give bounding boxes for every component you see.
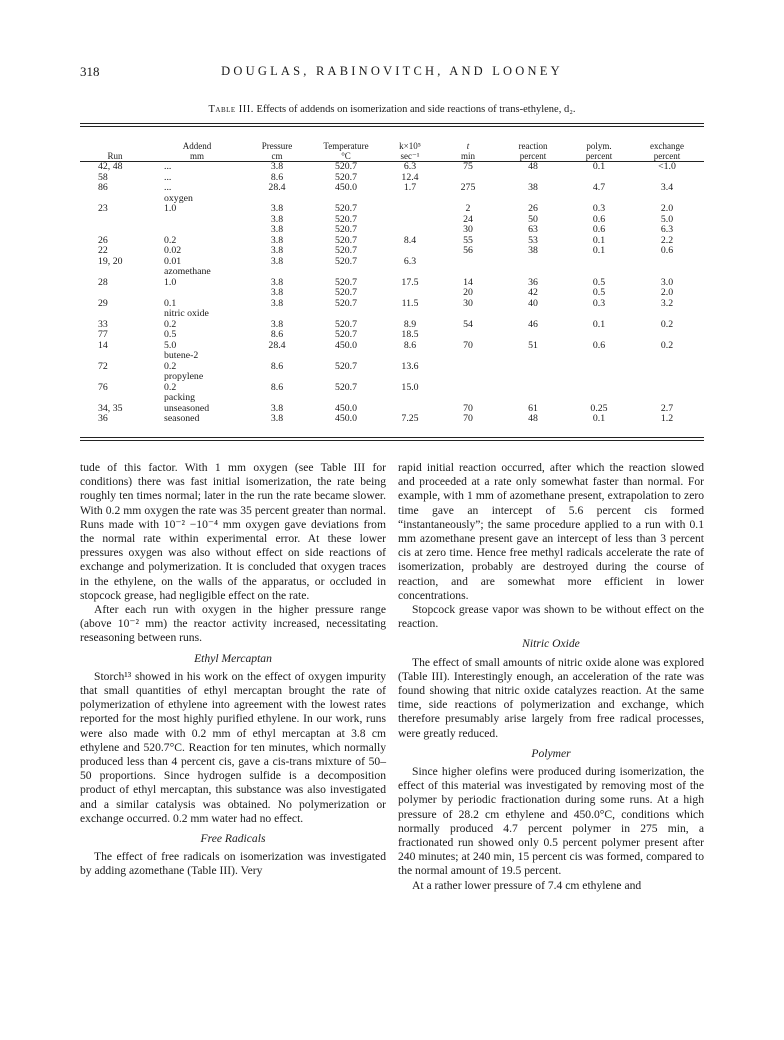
table-row	[80, 215, 704, 226]
table-cell	[80, 267, 150, 278]
table-cell: 46	[528, 318, 538, 330]
table-cell: 20	[463, 287, 473, 298]
table-cell	[80, 372, 150, 383]
table-cell: 520.7	[334, 224, 358, 235]
paragraph: Storch¹³ showed in his work on the effect of oxygen impurity that small quantities of ethyl mercaptan brought the rate of polymerization of ethylene into agreement with the lowest rates reported for the most highly purified ethylene. In our work, runs were also made with 0.2 mm of ethyl mercaptan at 3.8 cm ethylene and 520.7°C. Reaction for ten minutes, which normally produced less than 4 percent cis, gave a cis-trans mixture of 50–50 proportions. Since hydrogen sulfide is a decomposition product of ethyl mercaptan, this substance was also investigated and a similar catalysis was obtained. No polymerization or exchange occurred. 0.2 mm water had no effect.	[80, 669, 386, 825]
table-cell: 7.25	[401, 413, 419, 424]
table-cell: 75	[463, 161, 473, 172]
head-cell: reaction	[518, 141, 548, 151]
table-cell: 86	[98, 182, 108, 193]
table-cell: 55	[463, 234, 473, 246]
table-cell	[244, 393, 310, 404]
head-cell: t	[466, 141, 470, 151]
table-cell: 450.0	[334, 339, 358, 351]
paragraph: After each run with oxygen in the higher pressure range (above 10⁻² mm) the reactor activity increased, necessitating reseasoning between runs.	[80, 603, 386, 645]
table-cell	[382, 194, 438, 205]
table-cell	[498, 267, 568, 278]
paragraph: The effect of small amounts of nitric oxide alone was explored (Table III). Interestingly enough, an acceleration of the rate was found showing that nitric oxide catalyzes reaction. At the same time, side reactions of polymerization and exchange, which therefore presumably arise largely from free radical processes, were greatly reduced.	[398, 655, 704, 740]
table-cell	[498, 362, 568, 373]
table-row	[80, 246, 704, 257]
table-bottom-rule-2	[80, 440, 704, 441]
table-cell: 3.8	[270, 318, 284, 330]
table-cell: 8.9	[403, 318, 417, 330]
table-cell: 8.6	[270, 171, 284, 183]
section-heading-free-radicals: Free Radicals	[200, 832, 266, 846]
table-cell	[382, 393, 438, 404]
table-cell: 0.2	[164, 360, 177, 372]
table-cell: 3.8	[270, 255, 284, 267]
table-top-rule-2	[80, 126, 704, 127]
table-cell: 0.3	[592, 297, 606, 309]
table-row	[80, 225, 704, 236]
table-cell: 0.1	[592, 245, 606, 256]
table-cell: 520.7	[334, 329, 358, 340]
table-cell: 6.3	[660, 224, 674, 235]
table-cell: 53	[528, 234, 538, 246]
table-cell: 2.0	[660, 287, 674, 298]
table-cell: 17.5	[401, 276, 419, 288]
head-cell	[80, 141, 150, 151]
table-cell: 70	[463, 402, 473, 414]
table-cell: 0.25	[590, 402, 608, 414]
table-cell: 18.5	[401, 329, 419, 340]
table-cell: 61	[528, 402, 538, 414]
head-cell: percent	[585, 151, 613, 161]
table-cell: 520.7	[334, 381, 358, 393]
table-cell: 520.7	[334, 276, 358, 288]
table-row	[80, 267, 704, 278]
table-cell: 54	[463, 318, 473, 330]
table-cell	[382, 351, 438, 362]
table-cell: 0.2	[660, 339, 674, 351]
table-cell: 5.0	[660, 213, 674, 225]
table-cell	[310, 351, 382, 362]
running-head: DOUGLAS, RABINOVITCH, AND LOONEY	[221, 64, 563, 78]
table-cell: 0.5	[592, 287, 606, 298]
table-cell: 15.0	[401, 381, 419, 393]
table-cell: 520.7	[334, 318, 358, 330]
head-cell: min	[460, 151, 475, 161]
table-cell: 8.6	[270, 381, 284, 393]
table-cell: 0.6	[592, 339, 606, 351]
paragraph: rapid initial reaction occurred, after which the reaction slowed and proceeded at a rate only somewhat faster than normal. For example, with 1 mm of azomethane present, extrapolation to zero time gave an intercept of 5.6 percent cis formed “instantaneously”; the same procedure applied to a run with 0.1 mm azomethane present gave an intercept of less than 3 percent cis at zero time. Hence free methyl radicals accelerate the rate of isomerization, probably are destroyed during the course of reaction, and are somewhat more efficient in lower concentrations.	[398, 461, 704, 602]
table-cell: 0.1	[592, 234, 606, 246]
table-cell: 77	[98, 329, 108, 340]
table-cell: 3.8	[270, 213, 284, 225]
table-cell	[80, 351, 150, 362]
table-cell	[568, 372, 630, 383]
table-cell: 28.4	[268, 339, 286, 351]
table-cell	[630, 383, 704, 394]
table-cell	[244, 372, 310, 383]
table-cell: 4.7	[592, 182, 606, 193]
paragraph: Since higher olefins were produced during isomerization, the effect of this material was investigated by removing most of the polymer by periodic fractionation during some runs. At a high pressure of 28.2 cm ethylene and 450.0°C, conditions which normally produced 4.7 percent polymer in 275 min, a fractionated run showed only 0.5 percent polymer present after 240 minutes; at 240 min, 15 percent cis was formed, compared to the normal amount of 19.5 percent.	[398, 765, 704, 878]
table-cell: 275	[460, 182, 476, 193]
table-cell: 3.8	[270, 234, 284, 246]
table-cell: butene-2	[164, 350, 199, 361]
table-row	[80, 414, 704, 425]
table-cell: 1.2	[660, 413, 674, 424]
table-cell	[498, 257, 568, 268]
section-heading-polymer: Polymer	[531, 746, 571, 760]
table-cell	[498, 393, 568, 404]
table-cell	[630, 362, 704, 373]
table-row	[80, 183, 704, 194]
table-cell	[498, 351, 568, 362]
table-label: Table III.	[208, 104, 254, 115]
table-cell: 48	[528, 161, 538, 172]
table-cell: 34, 35	[98, 402, 123, 414]
table-cell	[568, 257, 630, 268]
table-row	[80, 162, 704, 173]
table-cell: 2	[465, 203, 471, 214]
table-cell	[630, 257, 704, 268]
table-cell: 520.7	[334, 203, 358, 214]
table-cell: 1.7	[403, 182, 417, 193]
table-cell: 6.3	[403, 161, 417, 172]
table-bottom-rule	[80, 437, 704, 438]
table-cell: 8.6	[403, 339, 417, 351]
table-cell: 0.01	[164, 255, 182, 267]
table-cell: 3.8	[270, 161, 284, 172]
table-cell: 520.7	[334, 360, 358, 372]
head-cell: mm	[189, 151, 204, 161]
table-cell	[244, 351, 310, 362]
head-cell: percent	[519, 151, 547, 161]
head-cell: °C	[341, 151, 351, 161]
table-cell: 28.4	[268, 182, 286, 193]
page-header	[80, 64, 704, 84]
table-cell: 0.6	[592, 224, 606, 235]
table-cell: 6.3	[403, 255, 417, 267]
table-caption	[80, 104, 704, 115]
table-cell	[568, 393, 630, 404]
table-cell: 0.2	[164, 234, 177, 246]
table-cell: 14	[98, 339, 108, 351]
table-cell	[568, 383, 630, 394]
table-cell: unseasoned	[164, 402, 210, 414]
table-cell: 29	[98, 297, 108, 309]
table-cell: 0.6	[592, 213, 606, 225]
table-row	[80, 278, 704, 289]
table-cell: 5.0	[164, 339, 177, 351]
table-cell	[438, 351, 498, 362]
table-cell: 8.6	[270, 360, 284, 372]
table-cell	[630, 351, 704, 362]
table-cell	[80, 393, 150, 404]
table-cell: 76	[98, 381, 108, 393]
head-cell: percent	[653, 151, 681, 161]
table-cell	[150, 288, 244, 299]
table-cell: 450.0	[334, 182, 358, 193]
head-cell: Run	[107, 151, 123, 161]
table-cell: 26	[528, 203, 538, 214]
table-cell: 30	[463, 224, 473, 235]
table-cell: 0.2	[164, 381, 177, 393]
table-cell: 42	[528, 287, 538, 298]
table-cell: 14	[463, 276, 473, 288]
head-cell: sec⁻¹	[400, 151, 420, 161]
table-cell	[244, 267, 310, 278]
table-cell	[630, 372, 704, 383]
head-cell: k×10⁵	[399, 141, 421, 151]
table-cell	[630, 330, 704, 341]
table-cell: 70	[463, 339, 473, 351]
table-cell	[438, 372, 498, 383]
table-cell: ...	[164, 161, 172, 172]
table-cell: 23	[98, 203, 108, 214]
table-row	[80, 288, 704, 299]
table-cell	[438, 362, 498, 373]
table-cell: 3.8	[270, 413, 284, 424]
table-cell	[568, 267, 630, 278]
table-cell	[310, 393, 382, 404]
table-cell: 520.7	[334, 287, 358, 298]
table-cell	[630, 393, 704, 404]
table-cell	[80, 215, 150, 226]
paragraph: The effect of free radicals on isomerization was investigated by adding azomethane (Table III). Very	[80, 850, 386, 878]
table-cell: 0.1	[592, 413, 606, 424]
table-cell	[630, 309, 704, 320]
table-row	[80, 351, 704, 362]
table-row	[80, 330, 704, 341]
table-cell: 520.7	[334, 171, 358, 183]
table-cell	[382, 204, 438, 215]
page-number: 318	[80, 64, 100, 79]
table-cell: 70	[463, 413, 473, 424]
table-cell	[382, 267, 438, 278]
table-caption-text: Effects of addends on isomerization and side reactions of trans-ethylene, d₂.	[253, 104, 576, 115]
table-cell	[382, 288, 438, 299]
table-cell	[80, 288, 150, 299]
table-cell: 3.8	[270, 245, 284, 256]
table-cell: 24	[463, 213, 473, 225]
table-cell	[310, 372, 382, 383]
table-cell	[498, 372, 568, 383]
table-cell	[438, 393, 498, 404]
table-cell: ...	[164, 171, 172, 183]
table-row	[80, 309, 704, 320]
table-cell	[630, 267, 704, 278]
table-cell: 38	[528, 245, 538, 256]
table-iii	[80, 141, 704, 425]
table-cell: ...	[164, 182, 172, 193]
table-cell: 0.3	[592, 203, 606, 214]
section-heading-ethyl-mercaptan: Ethyl Mercaptan	[194, 651, 272, 665]
table-cell: 28	[98, 276, 108, 288]
table-cell: 450.0	[334, 402, 358, 414]
table-cell: azomethane	[164, 266, 211, 277]
table-cell: 520.7	[334, 245, 358, 256]
table-cell: 0.02	[164, 245, 182, 256]
table-cell: 19, 20	[98, 255, 123, 267]
table-cell	[310, 267, 382, 278]
table-cell	[438, 309, 498, 320]
table-cell	[80, 309, 150, 320]
table-cell: 3.8	[270, 203, 284, 214]
table-row	[80, 204, 704, 215]
head-cell: Pressure	[261, 141, 293, 151]
section-heading-nitric-oxide: Nitric Oxide	[522, 637, 580, 651]
table-cell: 0.2	[660, 318, 674, 330]
table-cell	[80, 225, 150, 236]
table-cell	[382, 309, 438, 320]
table-row	[80, 173, 704, 184]
table-cell: 2.2	[660, 234, 674, 246]
table-cell: 8.4	[403, 234, 417, 246]
table-cell: 2.7	[660, 402, 674, 414]
table-head-row-2	[80, 151, 704, 162]
table-cell: 63	[528, 224, 538, 235]
table-cell	[80, 194, 150, 205]
head-cell: polym.	[586, 141, 612, 151]
table-cell: 0.1	[592, 161, 606, 172]
table-cell	[568, 351, 630, 362]
table-cell	[498, 383, 568, 394]
table-cell: 48	[528, 413, 538, 424]
table-cell	[382, 225, 438, 236]
table-cell: 3.8	[270, 224, 284, 235]
table-cell: 11.5	[401, 297, 419, 309]
head-cell: Temperature	[323, 141, 369, 151]
table-cell	[438, 383, 498, 394]
table-cell: 3.8	[270, 276, 284, 288]
table-cell: packing	[164, 392, 196, 403]
table-cell	[382, 246, 438, 257]
table-cell	[244, 309, 310, 320]
table-cell: 3.0	[660, 276, 674, 288]
table-cell: 22	[98, 245, 108, 256]
table-cell: propylene	[164, 371, 204, 382]
table-cell: seasoned	[164, 413, 200, 424]
table-cell	[568, 330, 630, 341]
table-cell: 8.6	[270, 329, 284, 340]
table-cell: 520.7	[334, 255, 358, 267]
table-cell: 26	[98, 234, 108, 246]
table-cell: 36	[528, 276, 538, 288]
paragraph: tude of this factor. With 1 mm oxygen (see Table III for conditions) there was fast initial isomerization, the rate being roughly ten times normal; later in the run the rate became slower. With 0.2 mm oxygen the rate was 35 percent greater than normal. Runs made with 10⁻² −10⁻⁴ mm oxygen gave deviations from the normal rate within experimental error. At these lower pressures oxygen was also without effect on side reactions of exchange and polymerization. It is concluded that oxygen traces in the ethylene, on the walls of the apparatus, or occluded in stopcock grease, had negligible effect on the rate.	[80, 461, 386, 602]
table-cell: oxygen	[164, 192, 193, 204]
table-cell: 450.0	[334, 413, 358, 424]
table-cell: 0.2	[164, 318, 177, 330]
table-cell: 0.6	[660, 245, 674, 256]
table-cell: 0.1	[164, 297, 177, 309]
table-cell	[498, 330, 568, 341]
text-column-left	[80, 461, 386, 879]
table-cell	[568, 362, 630, 373]
table-cell: 72	[98, 360, 108, 372]
table-cell: nitric oxide	[164, 308, 209, 319]
table-cell: 36	[98, 413, 108, 424]
table-cell: 13.6	[401, 360, 419, 372]
table-cell: 33	[98, 318, 108, 330]
table-cell: 0.5	[164, 329, 177, 340]
table-cell: 40	[528, 297, 538, 309]
table-cell: 3.8	[270, 402, 284, 414]
table-cell	[310, 309, 382, 320]
table-cell: 520.7	[334, 213, 358, 225]
table-cell: 0.1	[592, 318, 606, 330]
table-cell: 42, 48	[98, 161, 123, 172]
table-cell: 58	[98, 171, 108, 183]
table-cell: 51	[528, 339, 538, 351]
text-column-right	[398, 461, 704, 893]
table-cell	[438, 257, 498, 268]
table-cell: 3.8	[270, 287, 284, 298]
table-row	[80, 372, 704, 383]
table-cell: 50	[528, 213, 538, 225]
table-cell	[150, 225, 244, 236]
head-cell: exchange	[650, 141, 684, 151]
table-cell	[568, 309, 630, 320]
table-cell: 520.7	[334, 297, 358, 309]
table-cell: 520.7	[334, 161, 358, 172]
table-cell	[438, 330, 498, 341]
table-cell: 3.8	[270, 297, 284, 309]
table-cell: 12.4	[401, 171, 419, 183]
table-row	[80, 393, 704, 404]
table-cell	[438, 267, 498, 278]
table-cell: 0.5	[592, 276, 606, 288]
table-cell: 38	[528, 182, 538, 193]
table-cell: 3.2	[660, 297, 674, 309]
table-top-rule	[80, 123, 704, 124]
table-cell: 1.0	[164, 203, 177, 214]
table-cell: 1.0	[164, 276, 177, 288]
table-cell	[382, 372, 438, 383]
table-cell: 3.4	[660, 182, 674, 193]
head-cell: cm	[271, 151, 283, 161]
table-cell: 56	[463, 245, 473, 256]
table-cell	[382, 215, 438, 226]
table-head-row-1	[80, 141, 704, 151]
table-cell	[150, 215, 244, 226]
head-cell: Addend	[182, 141, 212, 151]
paragraph: At a rather lower pressure of 7.4 cm ethylene and	[412, 878, 642, 892]
table-cell: <1.0	[658, 161, 676, 172]
table-cell: 520.7	[334, 234, 358, 246]
table-cell: 30	[463, 297, 473, 309]
table-cell: 2.0	[660, 203, 674, 214]
paragraph: Stopcock grease vapor was shown to be without effect on the reaction.	[398, 603, 704, 631]
table-cell	[498, 309, 568, 320]
